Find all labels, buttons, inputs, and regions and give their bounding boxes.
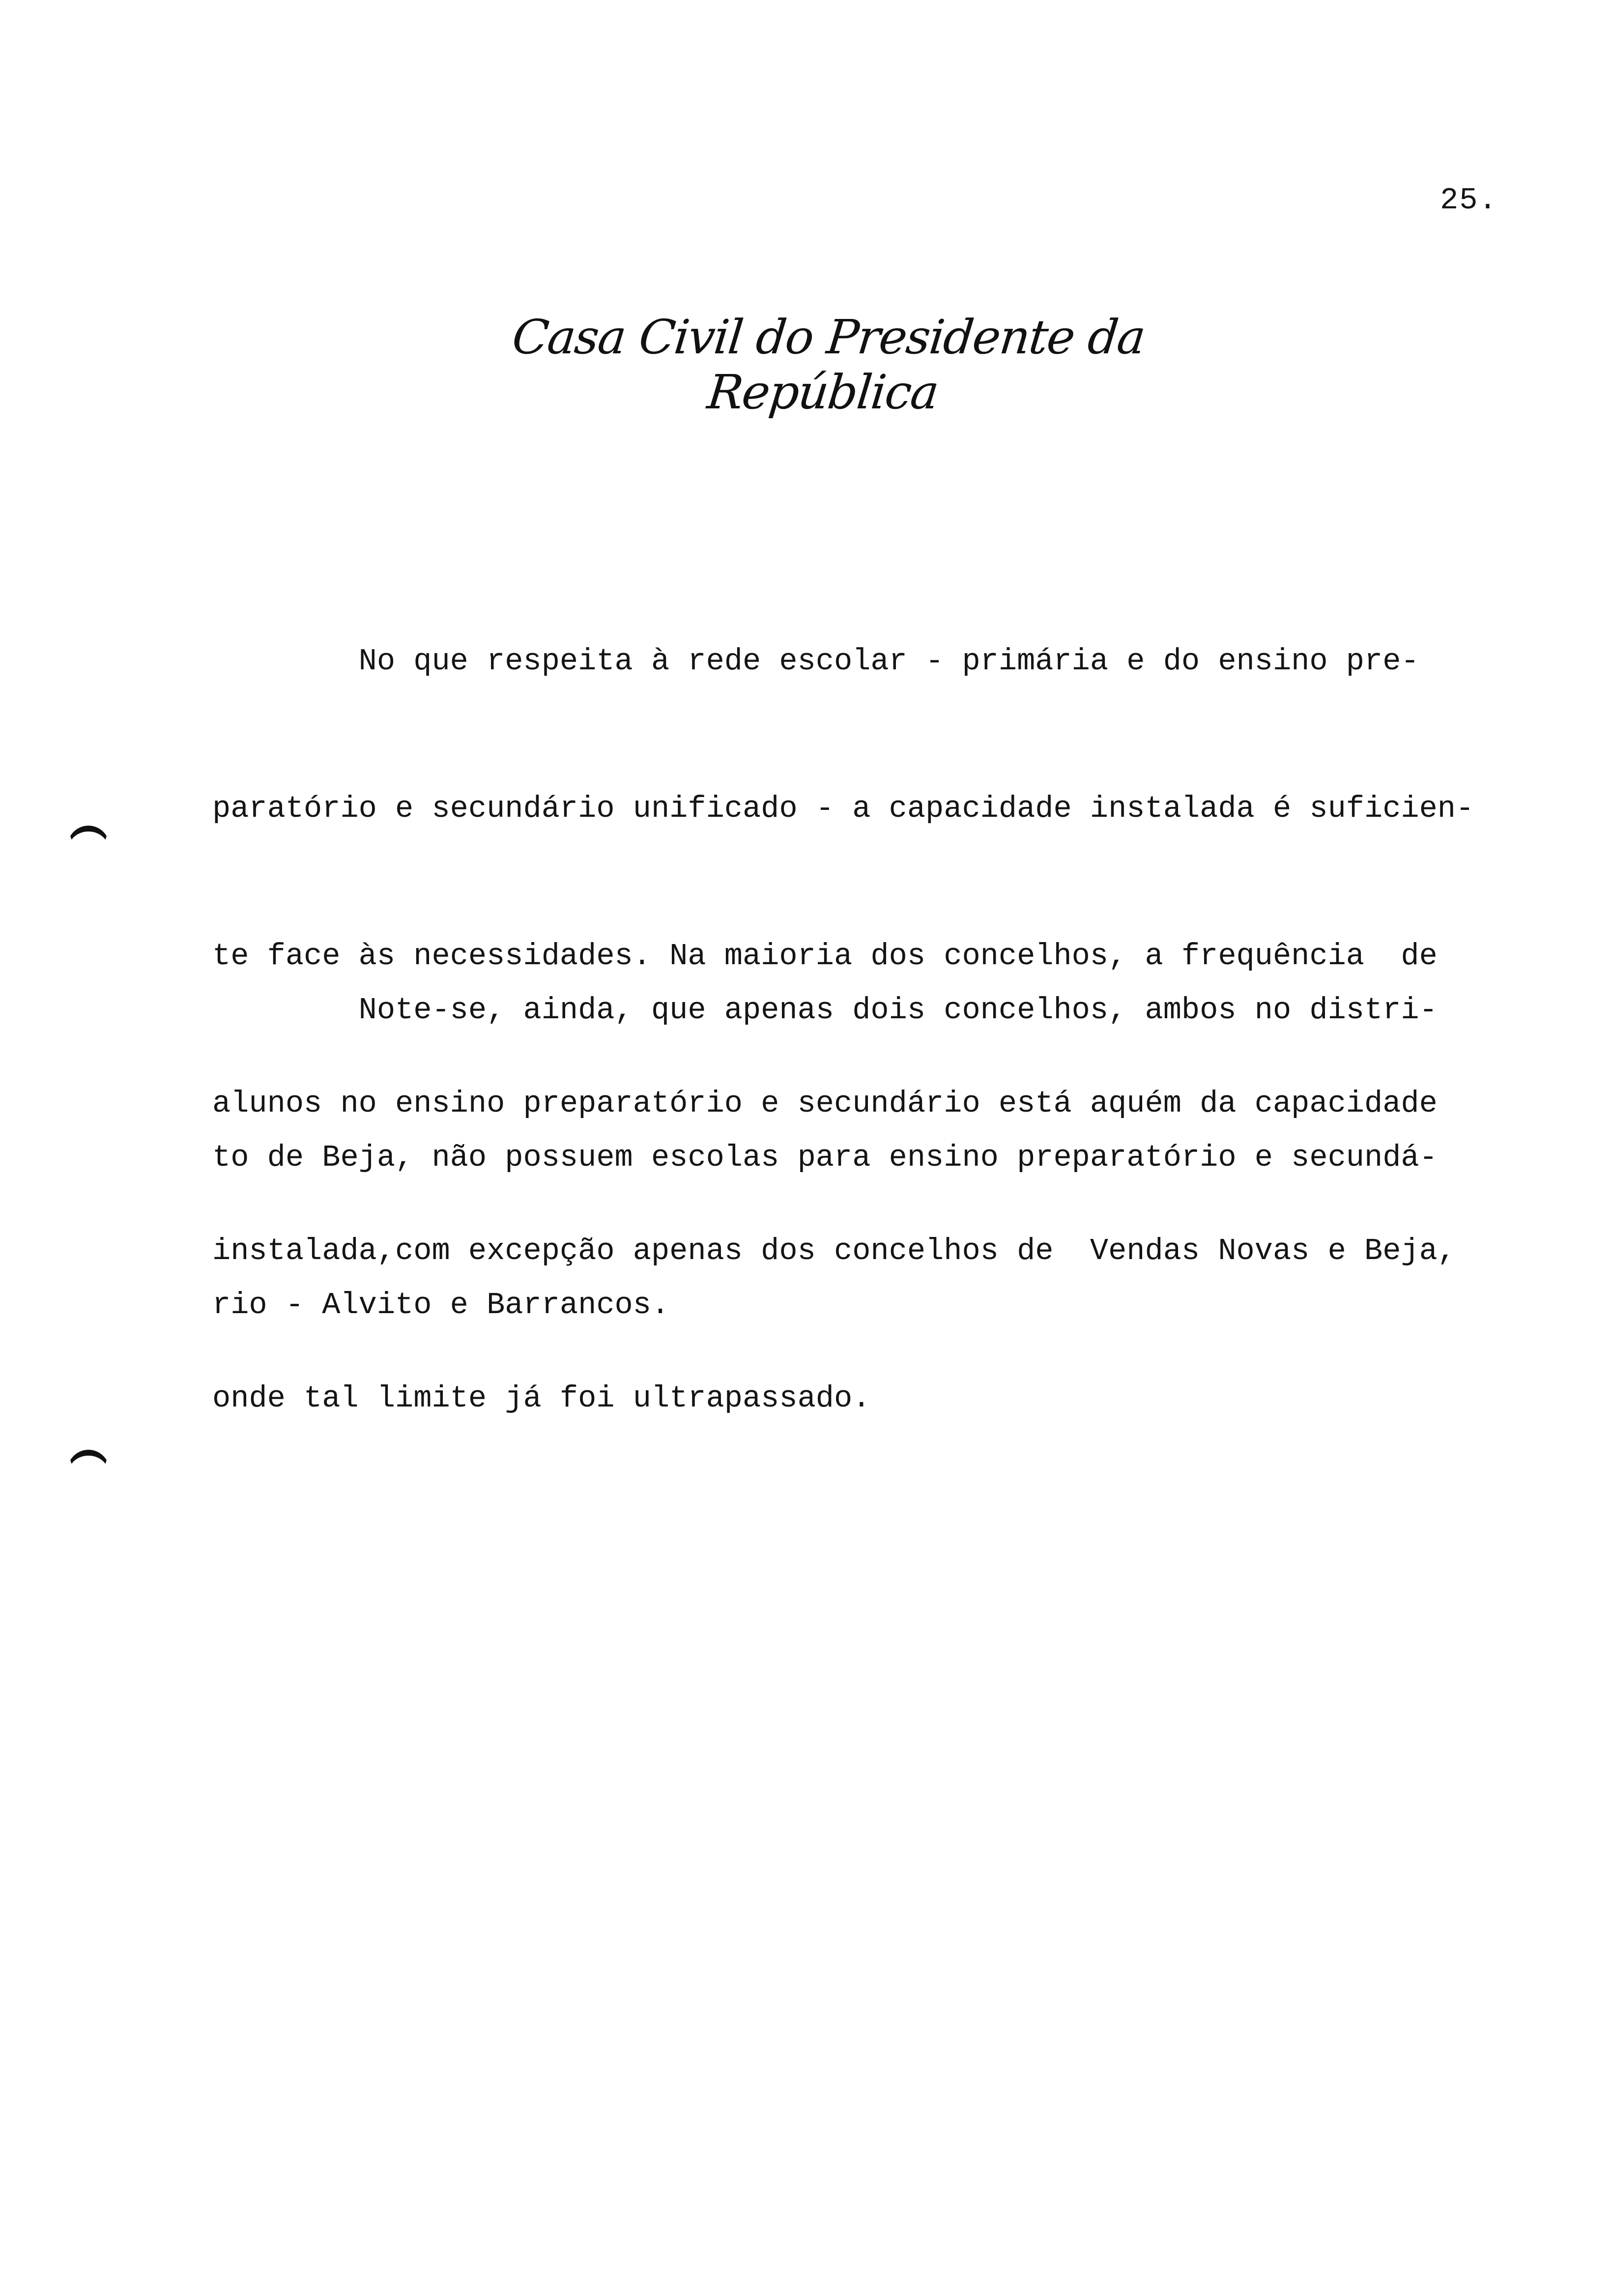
paragraph-line: onde tal limite já foi ultrapassado. xyxy=(212,1381,871,1416)
page-number: 25. xyxy=(1440,183,1498,218)
paragraph-line: paratório e secundário unificado - a capacidade instalada é suficien- xyxy=(212,791,1474,826)
punch-hole-mark xyxy=(67,826,110,871)
paragraph-line: Note-se, ainda, que apenas dois concelhos, ambos no distri- xyxy=(212,993,1438,1028)
paragraph-line: rio - Alvito e Barrancos. xyxy=(212,1288,670,1322)
paragraph-line: alunos no ensino preparatório e secundário está aquém da capacidade xyxy=(212,1086,1438,1121)
punch-hole-mark xyxy=(67,1450,110,1495)
paragraph-line: No que respeita à rede escolar - primária e do ensino pre- xyxy=(212,644,1419,679)
paragraph-line: instalada,com excepção apenas dos concelhos de Vendas Novas e Beja, xyxy=(212,1234,1456,1268)
letterhead-script-title: Casa Civil do Presidente da República xyxy=(510,310,1148,420)
paragraph-2 xyxy=(212,888,1559,1379)
paragraph-line: to de Beja, não possuem escolas para ensino preparatório e secundá- xyxy=(212,1140,1438,1175)
paragraph-line: te face às necessidades. Na maioria dos concelhos, a frequência de xyxy=(212,939,1438,974)
